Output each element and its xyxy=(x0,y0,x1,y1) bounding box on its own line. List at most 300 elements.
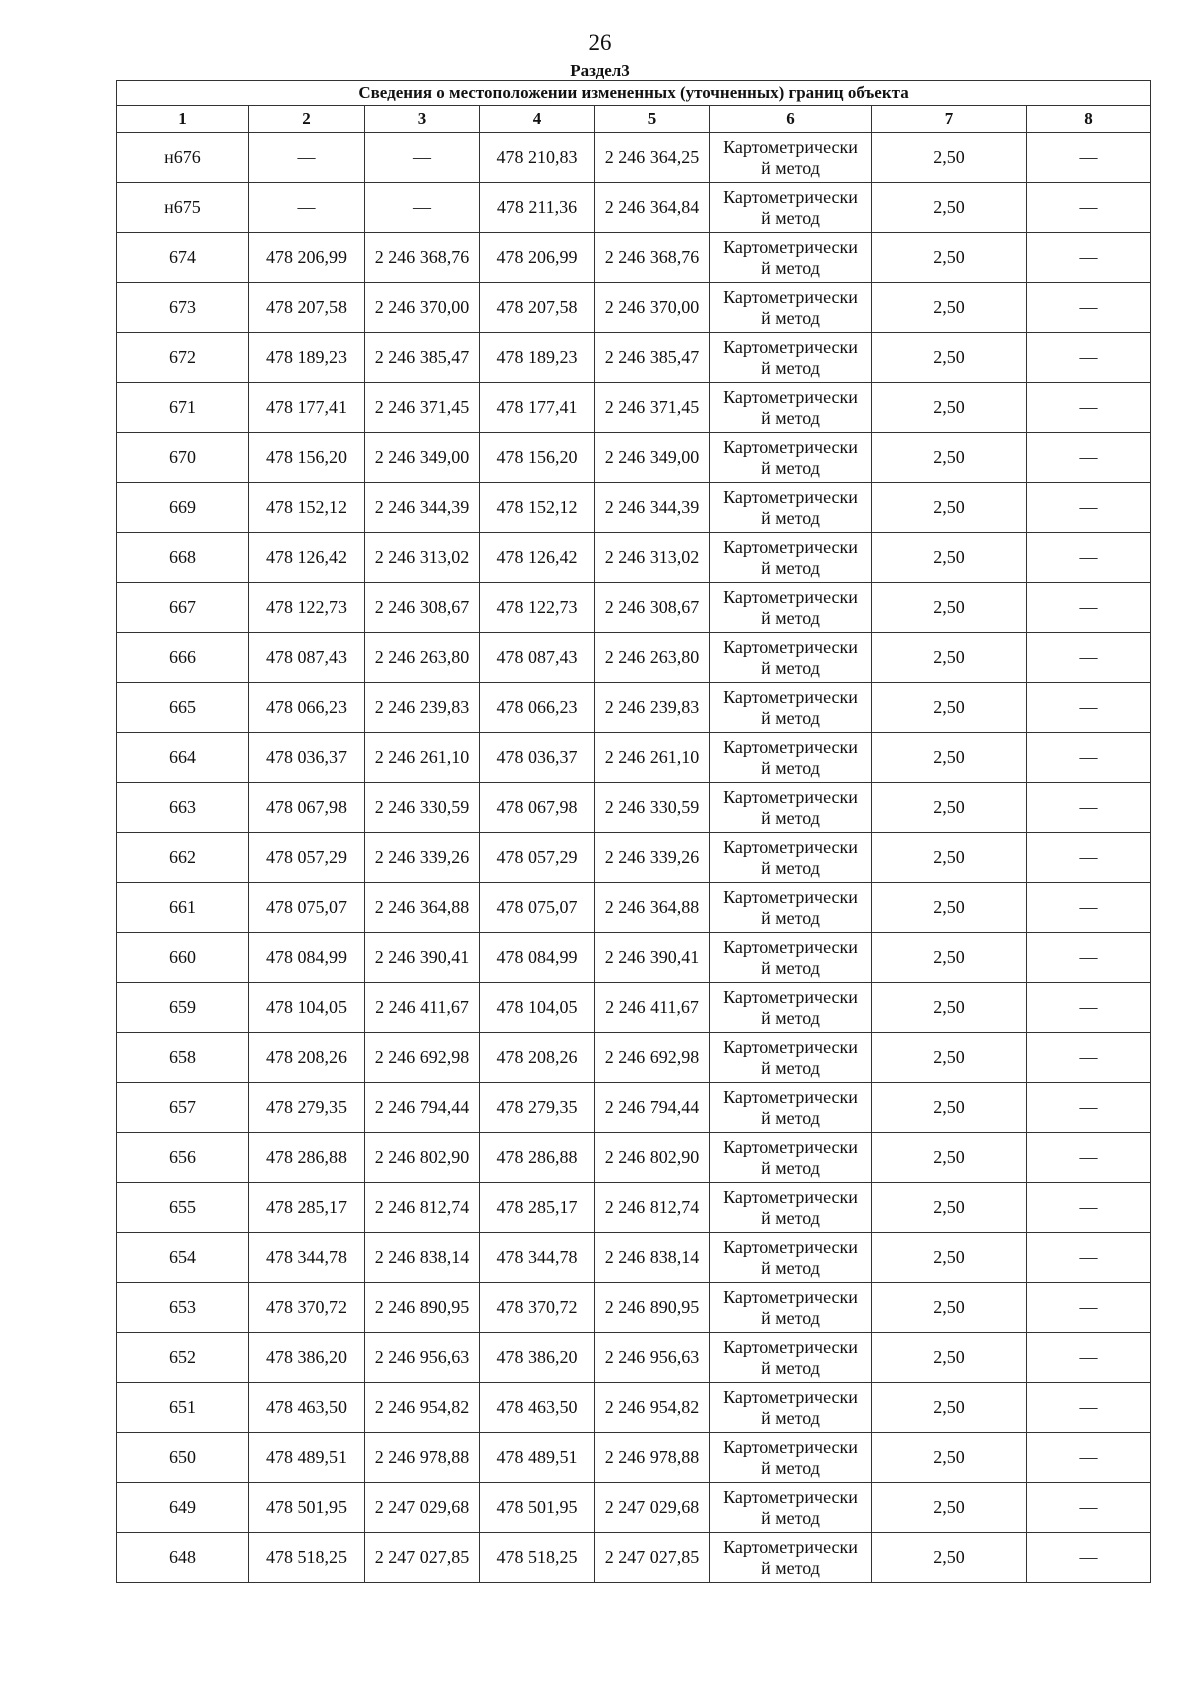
table-body xyxy=(117,81,1151,1583)
cell-point-number: 664 xyxy=(117,733,249,783)
method-line-1: Картометрически xyxy=(723,836,858,857)
method-line-1: Картометрически xyxy=(723,1186,858,1207)
cell-x-refined: 478 210,83 xyxy=(480,133,595,183)
cell-x-refined: 478 066,23 xyxy=(480,683,595,733)
cell-accuracy: 2,50 xyxy=(872,233,1027,283)
cell-description: — xyxy=(1027,983,1151,1033)
cell-accuracy: 2,50 xyxy=(872,1333,1027,1383)
cell-method xyxy=(710,383,872,433)
cell-description: — xyxy=(1027,333,1151,383)
cell-y-existing: — xyxy=(365,133,480,183)
column-header-6: 6 xyxy=(710,106,872,133)
cell-y-existing: 2 246 390,41 xyxy=(365,933,480,983)
table-row xyxy=(117,333,1151,383)
cell-description: — xyxy=(1027,833,1151,883)
cell-y-existing: — xyxy=(365,183,480,233)
cell-description: — xyxy=(1027,233,1151,283)
cell-accuracy: 2,50 xyxy=(872,583,1027,633)
method-line-2: й метод xyxy=(761,857,820,878)
table-row xyxy=(117,783,1151,833)
cell-y-refined: 2 246 339,26 xyxy=(595,833,710,883)
page-number: 26 xyxy=(588,30,612,55)
cell-description: — xyxy=(1027,733,1151,783)
cell-accuracy: 2,50 xyxy=(872,1233,1027,1283)
method-line-1: Картометрически xyxy=(723,1386,858,1407)
cell-x-refined: 478 344,78 xyxy=(480,1233,595,1283)
cell-x-existing: 478 066,23 xyxy=(249,683,365,733)
cell-x-existing: 478 279,35 xyxy=(249,1083,365,1133)
cell-x-refined: 478 189,23 xyxy=(480,333,595,383)
table-row xyxy=(117,933,1151,983)
cell-y-refined: 2 246 364,25 xyxy=(595,133,710,183)
section-title: Раздел3 xyxy=(570,61,630,80)
cell-accuracy: 2,50 xyxy=(872,683,1027,733)
method-line-2: й метод xyxy=(761,607,820,628)
method-line-2: й метод xyxy=(761,1207,820,1228)
cell-method xyxy=(710,333,872,383)
cell-accuracy: 2,50 xyxy=(872,533,1027,583)
cell-x-existing: 478 489,51 xyxy=(249,1433,365,1483)
cell-description: — xyxy=(1027,683,1151,733)
table-row xyxy=(117,733,1151,783)
cell-point-number: 669 xyxy=(117,483,249,533)
method-line-1: Картометрически xyxy=(723,336,858,357)
cell-y-refined: 2 246 390,41 xyxy=(595,933,710,983)
cell-y-existing: 2 246 368,76 xyxy=(365,233,480,283)
cell-description: — xyxy=(1027,1383,1151,1433)
cell-x-refined: 478 075,07 xyxy=(480,883,595,933)
cell-y-existing: 2 246 954,82 xyxy=(365,1383,480,1433)
cell-point-number: 668 xyxy=(117,533,249,583)
cell-y-refined: 2 246 313,02 xyxy=(595,533,710,583)
cell-description: — xyxy=(1027,1183,1151,1233)
cell-x-existing: 478 075,07 xyxy=(249,883,365,933)
cell-accuracy: 2,50 xyxy=(872,1483,1027,1533)
cell-y-refined: 2 246 344,39 xyxy=(595,483,710,533)
cell-method xyxy=(710,1433,872,1483)
method-line-2: й метод xyxy=(761,757,820,778)
cell-point-number: 667 xyxy=(117,583,249,633)
cell-x-refined: 478 211,36 xyxy=(480,183,595,233)
cell-y-refined: 2 246 890,95 xyxy=(595,1283,710,1333)
table-row xyxy=(117,1383,1151,1433)
cell-method xyxy=(710,1133,872,1183)
method-line-1: Картометрически xyxy=(723,436,858,457)
cell-x-refined: 478 206,99 xyxy=(480,233,595,283)
method-line-1: Картометрически xyxy=(723,686,858,707)
cell-description: — xyxy=(1027,1033,1151,1083)
cell-x-refined: 478 370,72 xyxy=(480,1283,595,1333)
table-row xyxy=(117,883,1151,933)
table-row xyxy=(117,583,1151,633)
method-line-1: Картометрически xyxy=(723,1536,858,1557)
cell-method xyxy=(710,1333,872,1383)
cell-y-existing: 2 247 027,85 xyxy=(365,1533,480,1583)
table-row xyxy=(117,1133,1151,1183)
table-row xyxy=(117,533,1151,583)
cell-description: — xyxy=(1027,883,1151,933)
cell-y-refined: 2 246 812,74 xyxy=(595,1183,710,1233)
cell-description: — xyxy=(1027,783,1151,833)
cell-x-existing: 478 156,20 xyxy=(249,433,365,483)
cell-y-existing: 2 246 371,45 xyxy=(365,383,480,433)
cell-point-number: 655 xyxy=(117,1183,249,1233)
cell-description: — xyxy=(1027,383,1151,433)
table-row xyxy=(117,433,1151,483)
column-header-7: 7 xyxy=(872,106,1027,133)
cell-point-number: 671 xyxy=(117,383,249,433)
table-row xyxy=(117,1283,1151,1333)
cell-y-existing: 2 246 349,00 xyxy=(365,433,480,483)
column-header-3: 3 xyxy=(365,106,480,133)
cell-accuracy: 2,50 xyxy=(872,433,1027,483)
cell-x-existing: 478 122,73 xyxy=(249,583,365,633)
method-line-2: й метод xyxy=(761,1557,820,1578)
method-line-2: й метод xyxy=(761,257,820,278)
method-line-2: й метод xyxy=(761,807,820,828)
cell-accuracy: 2,50 xyxy=(872,783,1027,833)
cell-x-refined: 478 208,26 xyxy=(480,1033,595,1083)
method-line-1: Картометрически xyxy=(723,1286,858,1307)
cell-y-existing: 2 246 794,44 xyxy=(365,1083,480,1133)
cell-x-existing: 478 036,37 xyxy=(249,733,365,783)
cell-accuracy: 2,50 xyxy=(872,133,1027,183)
cell-description: — xyxy=(1027,283,1151,333)
column-header-1: 1 xyxy=(117,106,249,133)
table-row xyxy=(117,483,1151,533)
method-line-1: Картометрически xyxy=(723,636,858,657)
method-line-2: й метод xyxy=(761,357,820,378)
table-caption: Сведения о местоположении измененных (уточненных) границ объекта xyxy=(117,81,1151,106)
cell-x-existing: 478 057,29 xyxy=(249,833,365,883)
method-line-2: й метод xyxy=(761,1157,820,1178)
cell-x-existing: 478 067,98 xyxy=(249,783,365,833)
cell-method xyxy=(710,583,872,633)
table-row xyxy=(117,233,1151,283)
cell-point-number: 662 xyxy=(117,833,249,883)
cell-y-existing: 2 246 978,88 xyxy=(365,1433,480,1483)
table-row xyxy=(117,983,1151,1033)
cell-point-number: 652 xyxy=(117,1333,249,1383)
cell-accuracy: 2,50 xyxy=(872,183,1027,233)
cell-method xyxy=(710,733,872,783)
method-line-2: й метод xyxy=(761,557,820,578)
cell-accuracy: 2,50 xyxy=(872,1183,1027,1233)
cell-point-number: 658 xyxy=(117,1033,249,1083)
cell-method xyxy=(710,433,872,483)
method-line-2: й метод xyxy=(761,1407,820,1428)
cell-x-existing: 478 386,20 xyxy=(249,1333,365,1383)
cell-accuracy: 2,50 xyxy=(872,733,1027,783)
cell-point-number: 666 xyxy=(117,633,249,683)
method-line-1: Картометрически xyxy=(723,186,858,207)
cell-y-existing: 2 246 263,80 xyxy=(365,633,480,683)
cell-method xyxy=(710,1183,872,1233)
column-header-8: 8 xyxy=(1027,106,1151,133)
cell-y-refined: 2 246 978,88 xyxy=(595,1433,710,1483)
cell-x-existing: 478 189,23 xyxy=(249,333,365,383)
method-line-2: й метод xyxy=(761,657,820,678)
cell-method xyxy=(710,183,872,233)
cell-method xyxy=(710,883,872,933)
cell-point-number: 650 xyxy=(117,1433,249,1483)
cell-x-existing: 478 501,95 xyxy=(249,1483,365,1533)
cell-accuracy: 2,50 xyxy=(872,1383,1027,1433)
cell-method xyxy=(710,983,872,1033)
cell-point-number: 649 xyxy=(117,1483,249,1533)
cell-x-existing: 478 207,58 xyxy=(249,283,365,333)
table-header-row xyxy=(117,106,1151,133)
method-line-2: й метод xyxy=(761,1007,820,1028)
cell-accuracy: 2,50 xyxy=(872,483,1027,533)
cell-method xyxy=(710,933,872,983)
cell-accuracy: 2,50 xyxy=(872,883,1027,933)
method-line-2: й метод xyxy=(761,1457,820,1478)
cell-point-number: 673 xyxy=(117,283,249,333)
cell-accuracy: 2,50 xyxy=(872,1533,1027,1583)
cell-description: — xyxy=(1027,1083,1151,1133)
cell-y-refined: 2 246 411,67 xyxy=(595,983,710,1033)
cell-y-refined: 2 247 027,85 xyxy=(595,1533,710,1583)
column-header-2: 2 xyxy=(249,106,365,133)
cell-y-existing: 2 246 956,63 xyxy=(365,1333,480,1383)
method-line-1: Картометрически xyxy=(723,736,858,757)
cell-point-number: 661 xyxy=(117,883,249,933)
boundary-coordinates-table xyxy=(116,80,1151,1583)
cell-accuracy: 2,50 xyxy=(872,1083,1027,1133)
cell-accuracy: 2,50 xyxy=(872,333,1027,383)
cell-x-existing: — xyxy=(249,133,365,183)
cell-y-existing: 2 246 330,59 xyxy=(365,783,480,833)
cell-y-existing: 2 247 029,68 xyxy=(365,1483,480,1533)
cell-y-existing: 2 246 385,47 xyxy=(365,333,480,383)
cell-method xyxy=(710,633,872,683)
method-line-2: й метод xyxy=(761,207,820,228)
cell-point-number: 654 xyxy=(117,1233,249,1283)
cell-description: — xyxy=(1027,1283,1151,1333)
cell-accuracy: 2,50 xyxy=(872,383,1027,433)
cell-y-refined: 2 246 330,59 xyxy=(595,783,710,833)
cell-x-refined: 478 036,37 xyxy=(480,733,595,783)
cell-x-refined: 478 207,58 xyxy=(480,283,595,333)
cell-y-existing: 2 246 411,67 xyxy=(365,983,480,1033)
cell-x-existing: 478 087,43 xyxy=(249,633,365,683)
cell-x-existing: 478 208,26 xyxy=(249,1033,365,1083)
cell-x-existing: 478 463,50 xyxy=(249,1383,365,1433)
cell-description: — xyxy=(1027,433,1151,483)
cell-description: — xyxy=(1027,1533,1151,1583)
table-row xyxy=(117,383,1151,433)
cell-y-refined: 2 246 239,83 xyxy=(595,683,710,733)
cell-y-existing: 2 246 364,88 xyxy=(365,883,480,933)
cell-y-refined: 2 246 364,84 xyxy=(595,183,710,233)
method-line-2: й метод xyxy=(761,1507,820,1528)
method-line-2: й метод xyxy=(761,1307,820,1328)
method-line-2: й метод xyxy=(761,957,820,978)
cell-y-refined: 2 246 371,45 xyxy=(595,383,710,433)
cell-accuracy: 2,50 xyxy=(872,1033,1027,1083)
cell-x-existing: 478 286,88 xyxy=(249,1133,365,1183)
cell-x-refined: 478 057,29 xyxy=(480,833,595,883)
cell-description: — xyxy=(1027,1233,1151,1283)
cell-description: — xyxy=(1027,183,1151,233)
cell-description: — xyxy=(1027,1133,1151,1183)
cell-x-refined: 478 087,43 xyxy=(480,633,595,683)
cell-x-existing: 478 126,42 xyxy=(249,533,365,583)
cell-x-refined: 478 126,42 xyxy=(480,533,595,583)
cell-point-number: 659 xyxy=(117,983,249,1033)
cell-method xyxy=(710,1383,872,1433)
cell-x-refined: 478 518,25 xyxy=(480,1533,595,1583)
table-row xyxy=(117,1033,1151,1083)
cell-y-existing: 2 246 308,67 xyxy=(365,583,480,633)
cell-method xyxy=(710,683,872,733)
cell-y-existing: 2 246 313,02 xyxy=(365,533,480,583)
cell-description: — xyxy=(1027,633,1151,683)
method-line-2: й метод xyxy=(761,707,820,728)
cell-x-existing: 478 518,25 xyxy=(249,1533,365,1583)
table-row xyxy=(117,1333,1151,1383)
cell-point-number: 656 xyxy=(117,1133,249,1183)
method-line-2: й метод xyxy=(761,1107,820,1128)
cell-method xyxy=(710,1083,872,1133)
cell-point-number: 665 xyxy=(117,683,249,733)
cell-method xyxy=(710,1233,872,1283)
cell-y-existing: 2 246 692,98 xyxy=(365,1033,480,1083)
cell-accuracy: 2,50 xyxy=(872,833,1027,883)
cell-y-refined: 2 246 794,44 xyxy=(595,1083,710,1133)
cell-method xyxy=(710,1483,872,1533)
table-row xyxy=(117,833,1151,883)
method-line-1: Картометрически xyxy=(723,886,858,907)
cell-description: — xyxy=(1027,1483,1151,1533)
cell-x-existing: 478 370,72 xyxy=(249,1283,365,1333)
column-header-5: 5 xyxy=(595,106,710,133)
cell-y-existing: 2 246 838,14 xyxy=(365,1233,480,1283)
cell-point-number: 660 xyxy=(117,933,249,983)
cell-description: — xyxy=(1027,933,1151,983)
method-line-2: й метод xyxy=(761,307,820,328)
method-line-2: й метод xyxy=(761,1257,820,1278)
cell-description: — xyxy=(1027,583,1151,633)
cell-method xyxy=(710,533,872,583)
table-row xyxy=(117,1533,1151,1583)
cell-y-existing: 2 246 370,00 xyxy=(365,283,480,333)
cell-method xyxy=(710,1283,872,1333)
cell-x-refined: 478 463,50 xyxy=(480,1383,595,1433)
method-line-1: Картометрически xyxy=(723,1486,858,1507)
cell-y-refined: 2 246 370,00 xyxy=(595,283,710,333)
cell-point-number: 657 xyxy=(117,1083,249,1133)
cell-point-number: 653 xyxy=(117,1283,249,1333)
cell-y-refined: 2 246 368,76 xyxy=(595,233,710,283)
cell-x-existing: 478 285,17 xyxy=(249,1183,365,1233)
cell-x-refined: 478 084,99 xyxy=(480,933,595,983)
cell-method xyxy=(710,1533,872,1583)
method-line-1: Картометрически xyxy=(723,286,858,307)
cell-x-refined: 478 152,12 xyxy=(480,483,595,533)
cell-y-existing: 2 246 344,39 xyxy=(365,483,480,533)
cell-y-existing: 2 246 261,10 xyxy=(365,733,480,783)
table-row xyxy=(117,183,1151,233)
table-row xyxy=(117,633,1151,683)
cell-x-refined: 478 177,41 xyxy=(480,383,595,433)
cell-point-number: н676 xyxy=(117,133,249,183)
cell-x-existing: 478 206,99 xyxy=(249,233,365,283)
cell-x-refined: 478 501,95 xyxy=(480,1483,595,1533)
cell-y-refined: 2 246 308,67 xyxy=(595,583,710,633)
method-line-2: й метод xyxy=(761,457,820,478)
table-row xyxy=(117,1433,1151,1483)
cell-x-existing: 478 344,78 xyxy=(249,1233,365,1283)
cell-point-number: 670 xyxy=(117,433,249,483)
cell-y-refined: 2 246 956,63 xyxy=(595,1333,710,1383)
cell-y-refined: 2 246 838,14 xyxy=(595,1233,710,1283)
cell-y-refined: 2 246 261,10 xyxy=(595,733,710,783)
cell-accuracy: 2,50 xyxy=(872,983,1027,1033)
cell-y-refined: 2 246 692,98 xyxy=(595,1033,710,1083)
cell-point-number: 674 xyxy=(117,233,249,283)
table-row xyxy=(117,1233,1151,1283)
cell-method xyxy=(710,283,872,333)
table-row xyxy=(117,1183,1151,1233)
cell-x-existing: 478 084,99 xyxy=(249,933,365,983)
cell-accuracy: 2,50 xyxy=(872,933,1027,983)
table-caption-row xyxy=(117,81,1151,106)
cell-y-existing: 2 246 239,83 xyxy=(365,683,480,733)
cell-x-refined: 478 286,88 xyxy=(480,1133,595,1183)
method-line-1: Картометрически xyxy=(723,1036,858,1057)
cell-x-existing: 478 177,41 xyxy=(249,383,365,433)
method-line-2: й метод xyxy=(761,507,820,528)
method-line-1: Картометрически xyxy=(723,486,858,507)
cell-y-refined: 2 246 802,90 xyxy=(595,1133,710,1183)
cell-method xyxy=(710,1033,872,1083)
cell-method xyxy=(710,483,872,533)
method-line-2: й метод xyxy=(761,907,820,928)
cell-description: — xyxy=(1027,483,1151,533)
method-line-1: Картометрически xyxy=(723,586,858,607)
cell-accuracy: 2,50 xyxy=(872,633,1027,683)
cell-x-existing: — xyxy=(249,183,365,233)
cell-point-number: 672 xyxy=(117,333,249,383)
cell-y-refined: 2 246 385,47 xyxy=(595,333,710,383)
method-line-1: Картометрически xyxy=(723,536,858,557)
method-line-2: й метод xyxy=(761,407,820,428)
cell-description: — xyxy=(1027,1333,1151,1383)
method-line-1: Картометрически xyxy=(723,1436,858,1457)
table-row xyxy=(117,683,1151,733)
method-line-1: Картометрически xyxy=(723,1236,858,1257)
cell-description: — xyxy=(1027,533,1151,583)
cell-x-refined: 478 122,73 xyxy=(480,583,595,633)
cell-point-number: 648 xyxy=(117,1533,249,1583)
cell-x-refined: 478 489,51 xyxy=(480,1433,595,1483)
method-line-1: Картометрически xyxy=(723,1086,858,1107)
cell-point-number: 651 xyxy=(117,1383,249,1433)
method-line-2: й метод xyxy=(761,1357,820,1378)
cell-y-existing: 2 246 812,74 xyxy=(365,1183,480,1233)
method-line-1: Картометрически xyxy=(723,136,858,157)
cell-method xyxy=(710,833,872,883)
method-line-1: Картометрически xyxy=(723,1336,858,1357)
cell-x-refined: 478 285,17 xyxy=(480,1183,595,1233)
method-line-1: Картометрически xyxy=(723,236,858,257)
column-header-4: 4 xyxy=(480,106,595,133)
table-row xyxy=(117,1083,1151,1133)
cell-x-refined: 478 067,98 xyxy=(480,783,595,833)
method-line-2: й метод xyxy=(761,157,820,178)
